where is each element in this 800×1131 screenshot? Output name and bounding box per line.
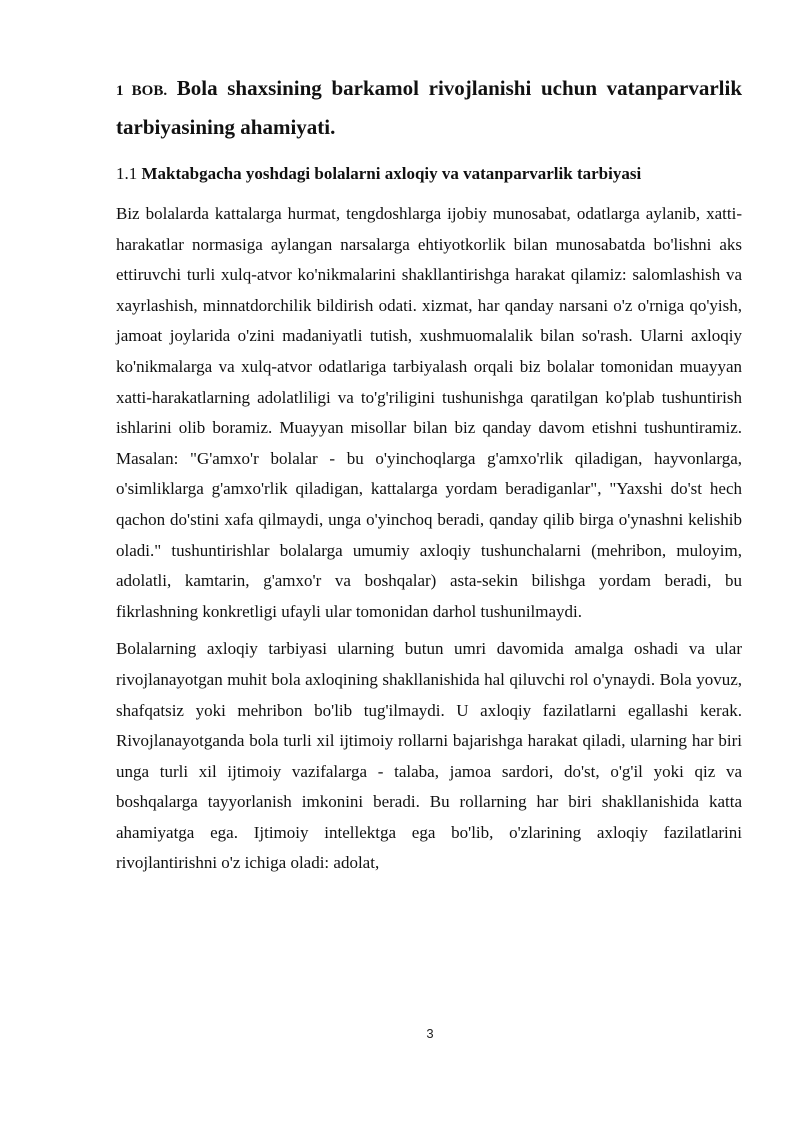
body-paragraph-2: Bolalarning axloqiy tarbiyasi ularning butun umri davomida amalga oshadi va ular rivojlanayotgan muhit bola axloqining shakllanishida hal qiluvchi rol o'ynaydi. Bola yovuz, shafqatsiz yoki mehribon bo'lib tug'ilmaydi. U axloqiy fazilatlarni egallashi kerak. Rivojlanayotganda bola turli xil ijtimoiy rollarni bajarishga harakat qiladi, ularning har biri unga turli xil ijtimoiy vazifalarga - talaba, jamoa sardori, do'st, o'g'il yoki qiz va boshqalarga tayyorlanish imkonini beradi. Bu rollarning har biri shakllanishida katta ahamiyatga ega. Ijtimoiy intellektga ega bo'lib, o'zlarining axloqiy fazilatlarini rivojlantirishni o'z ichiga oladi: adolat, xyxy=(116,639,742,873)
section-title: Maktabgacha yoshdagi bolalarni axloqiy va vatanparvarlik tarbiyasi xyxy=(141,164,642,183)
chapter-number: 1 BOB. xyxy=(116,83,168,99)
body-paragraph-1: Biz bolalarda kattalarga hurmat, tengdoshlarga ijobiy munosabat, odatlarga aylanib, xatti-harakatlar normasiga aylangan narsalarga ehtiyotkorlik bilan munosabatda bo'lishni aks ettiruvchi turli xulq-atvor ko'nikmalarini shakllantirishga harakat qilamiz: salomlashish va xayrlashish, minnatdorchilik bildirish odati. xizmat, har qanday narsani o'z o'rniga qo'yish, jamoat joylarida o'zini madaniyatli tutish, xushmuomalalik bilan so'rash. Ularni axloqiy ko'nikmalarga va xulq-atvor odatlariga tarbiyalash orqali biz bolalar tomonidan muayyan xatti-harakatlarning adolatliligi va to'g'riligini tushunishga qaratilgan ko'plab tushuntirish ishlarini olib boramiz. Muayyan misollar bilan biz qanday davom etishni tushuntiramiz. Masalan: "G'amxo'r bolalar - bu o'yinchoqlarga g'amxo'rlik qiladigan, hayvonlarga, o'simliklarga g'amxo'rlik qiladigan, kattalarga yordam beradiganlar", "Yaxshi do'st hech qachon do'stini xafa qilmaydi, unga o'yinchoq beradi, qanday qilib birga o'ynashni kelishib oladi." tushuntirishlar bolalarga umumiy axloqiy tushunchalarni (mehribon, muloyim, adolatli, kamtarin, g'amxo'r va boshqalar) asta-sekin bilishga yordam beradi, bu fikrlashning konkretligi ufayli ular tomonidan darhol tushunilmaydi. xyxy=(116,204,742,621)
section-heading xyxy=(116,161,742,187)
document-page xyxy=(116,70,742,879)
chapter-heading xyxy=(116,70,742,145)
chapter-title: Bola shaxsining barkamol rivojlanishi uchun vatanparvarlik tarbiyasining ahamiyati. xyxy=(116,76,742,139)
section-number: 1.1 xyxy=(116,164,138,183)
page-number: 3 xyxy=(426,1026,434,1041)
